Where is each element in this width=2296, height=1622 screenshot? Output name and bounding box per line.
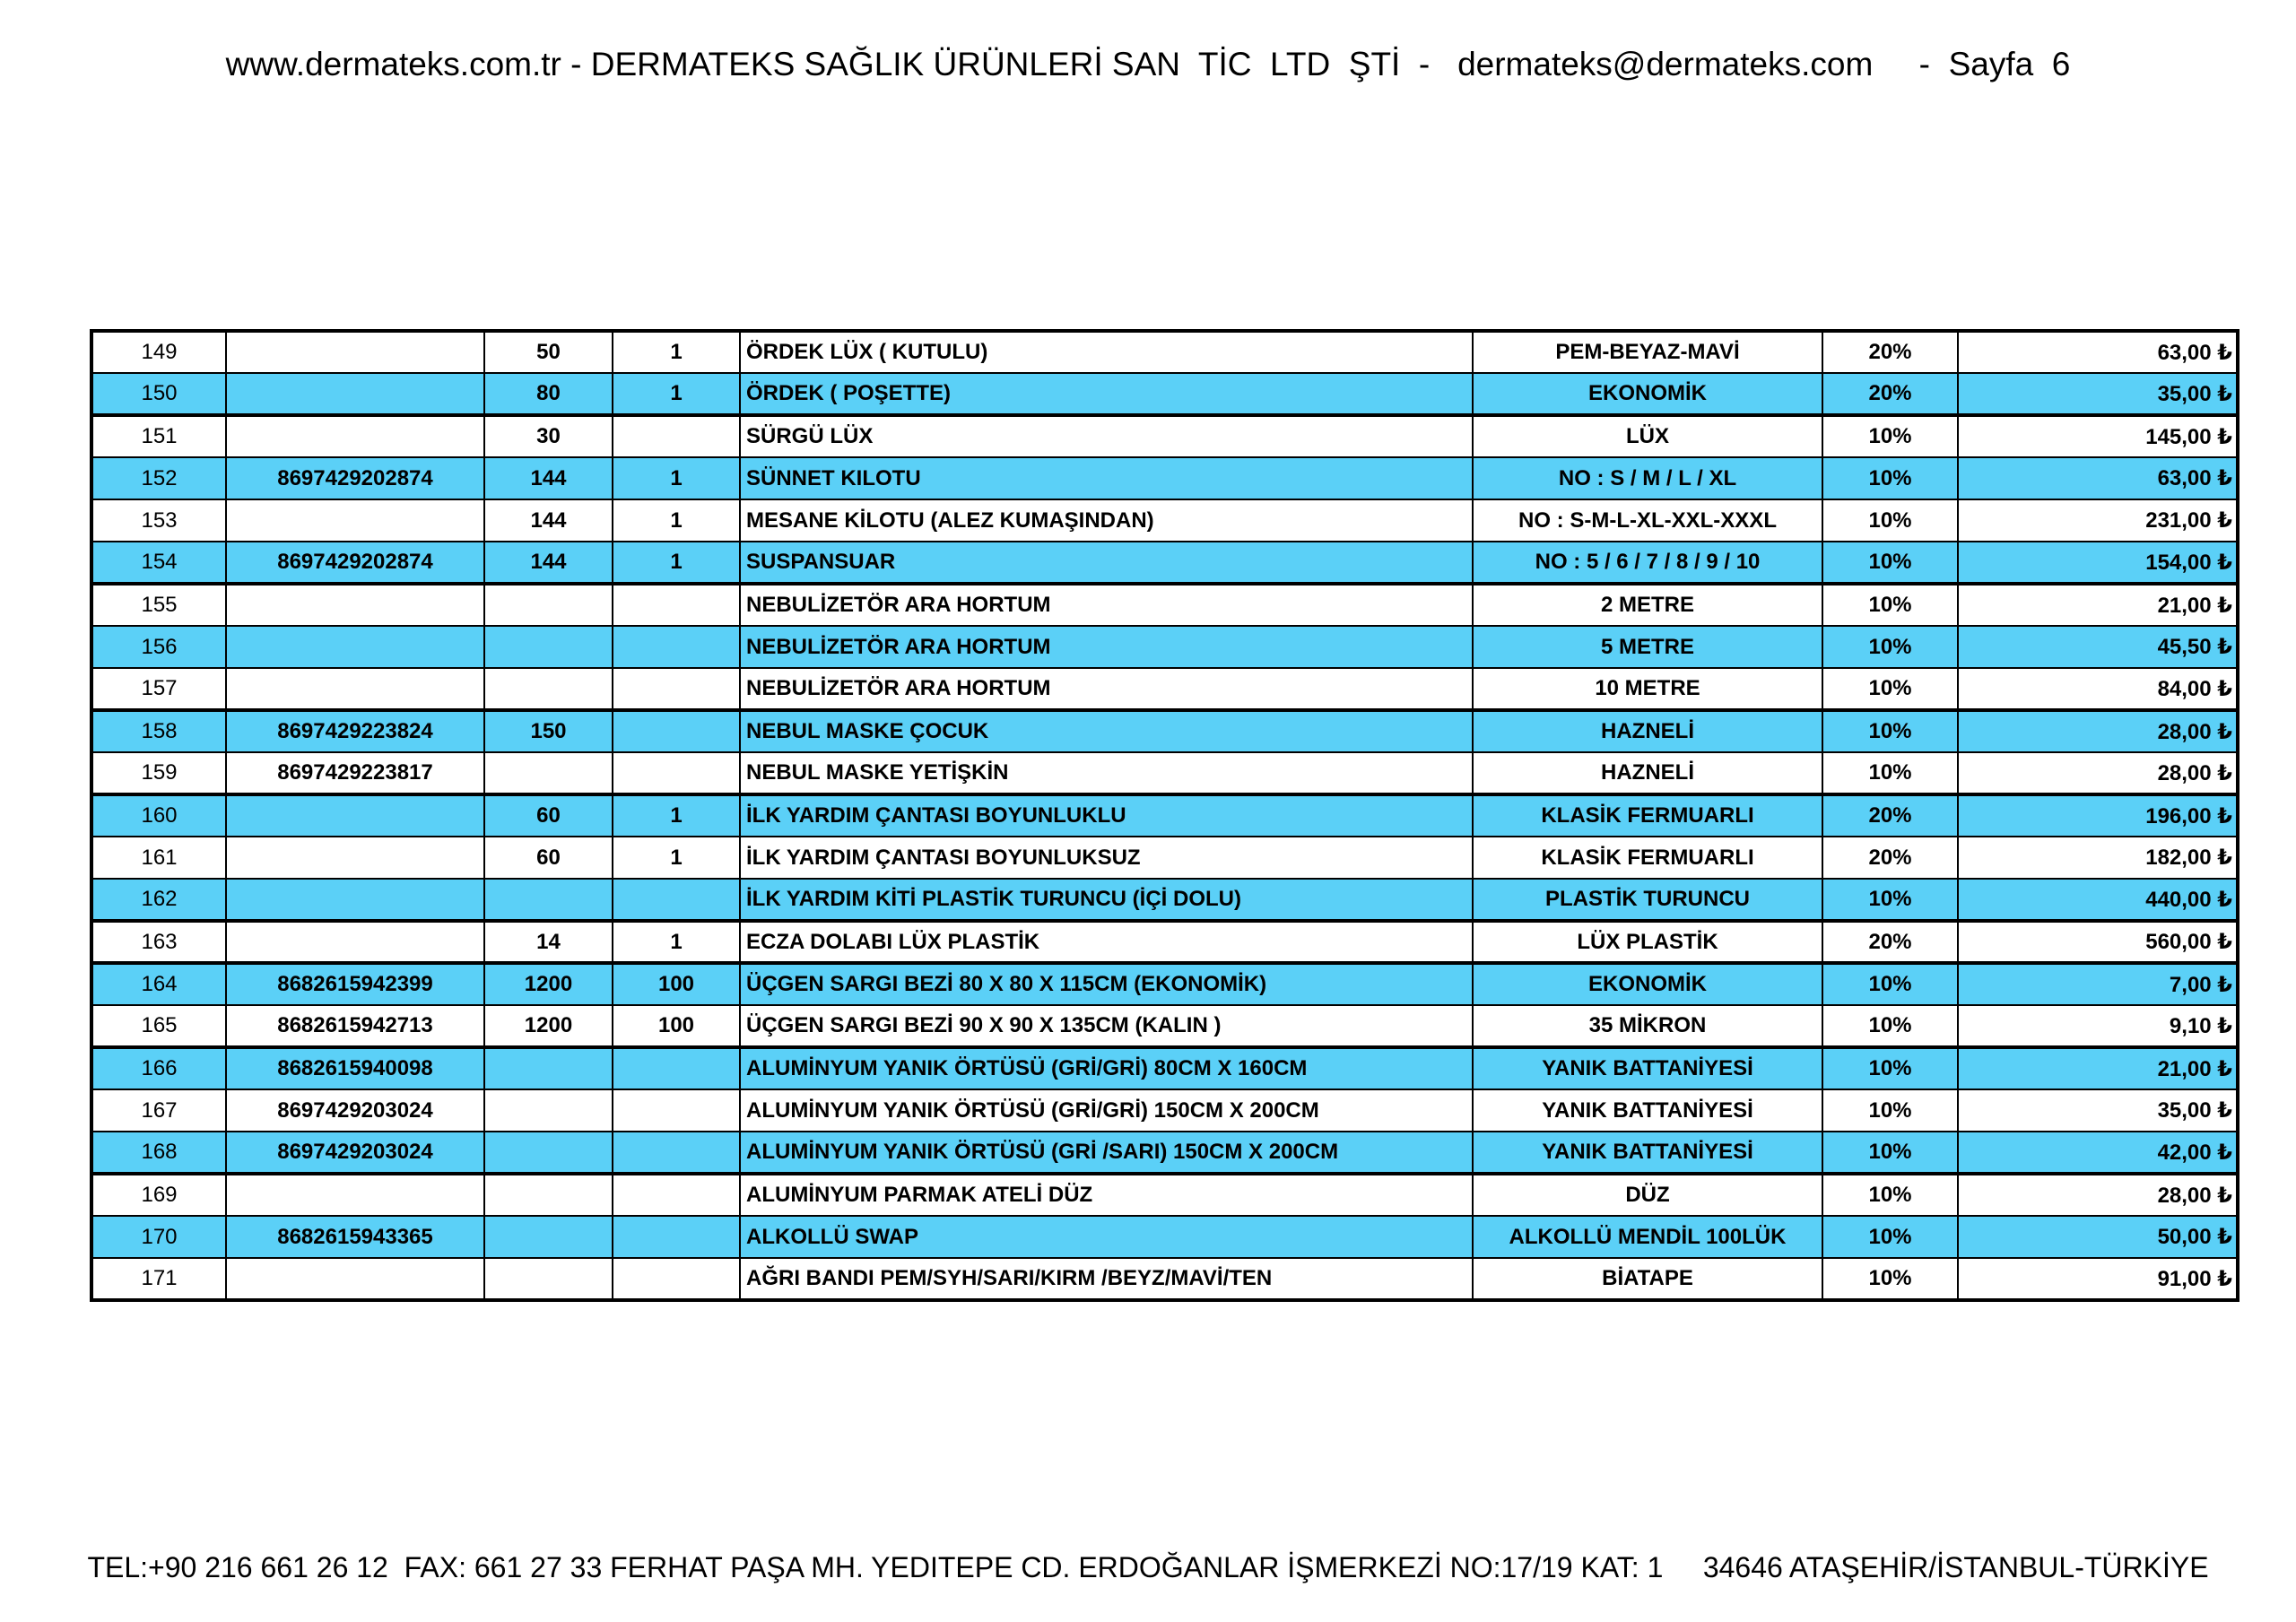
email-link[interactable]: dermateks@dermateks.com: [1457, 46, 1874, 82]
row-number-cell: 169: [91, 1174, 226, 1216]
box-qty-cell: 1200: [484, 963, 613, 1005]
table-row: [91, 626, 2238, 668]
product-name-cell: NEBUL MASKE YETİŞKİN: [740, 752, 1473, 794]
row-number-cell: 154: [91, 542, 226, 584]
product-desc-cell: ALKOLLÜ MENDİL 100LÜK: [1473, 1216, 1822, 1258]
product-desc-cell: KLASİK FERMUARLI: [1473, 794, 1822, 837]
table-row: [91, 921, 2238, 963]
row-number-cell: 168: [91, 1132, 226, 1174]
price-cell: 50,00 ₺: [1958, 1216, 2238, 1258]
box-qty-cell: 60: [484, 837, 613, 879]
pack-qty-cell: [613, 1258, 740, 1300]
price-cell: 91,00 ₺: [1958, 1258, 2238, 1300]
barcode-cell: [226, 794, 484, 837]
header-separator: -: [1873, 46, 1949, 82]
pack-qty-cell: [613, 1089, 740, 1132]
table-row: [91, 710, 2238, 752]
product-desc-cell: PLASTİK TURUNCU: [1473, 879, 1822, 921]
vat-cell: 10%: [1822, 752, 1958, 794]
barcode-cell: 8682615943365: [226, 1216, 484, 1258]
pack-qty-cell: [613, 626, 740, 668]
product-name-cell: SÜRGÜ LÜX: [740, 415, 1473, 457]
box-qty-cell: 50: [484, 331, 613, 373]
product-desc-cell: BİATAPE: [1473, 1258, 1822, 1300]
box-qty-cell: [484, 1174, 613, 1216]
product-name-cell: ALUMİNYUM YANIK ÖRTÜSÜ (GRİ /SARI) 150CM X 200CM: [740, 1132, 1473, 1174]
vat-cell: 10%: [1822, 626, 1958, 668]
product-name-cell: ÜÇGEN SARGI BEZİ 80 X 80 X 115CM (EKONOMİK): [740, 963, 1473, 1005]
pack-qty-cell: 100: [613, 1005, 740, 1047]
product-desc-cell: PEM-BEYAZ-MAVİ: [1473, 331, 1822, 373]
box-qty-cell: 144: [484, 499, 613, 542]
barcode-cell: [226, 1258, 484, 1300]
price-list-table: [90, 329, 2239, 1302]
vat-cell: 20%: [1822, 837, 1958, 879]
product-desc-cell: KLASİK FERMUARLI: [1473, 837, 1822, 879]
row-number-cell: 161: [91, 837, 226, 879]
row-number-cell: 158: [91, 710, 226, 752]
row-number-cell: 165: [91, 1005, 226, 1047]
vat-cell: 10%: [1822, 710, 1958, 752]
box-qty-cell: 14: [484, 921, 613, 963]
page-footer: [0, 1547, 2296, 1588]
product-desc-cell: YANIK BATTANİYESİ: [1473, 1132, 1822, 1174]
row-number-cell: 164: [91, 963, 226, 1005]
vat-cell: 20%: [1822, 373, 1958, 415]
box-qty-cell: 144: [484, 542, 613, 584]
price-cell: 7,00 ₺: [1958, 963, 2238, 1005]
barcode-cell: 8682615942713: [226, 1005, 484, 1047]
barcode-cell: 8697429223824: [226, 710, 484, 752]
product-name-cell: SÜNNET KILOTU: [740, 457, 1473, 499]
vat-cell: 10%: [1822, 542, 1958, 584]
price-list-body: [91, 331, 2238, 1300]
pack-qty-cell: [613, 1216, 740, 1258]
price-cell: 84,00 ₺: [1958, 668, 2238, 710]
pack-qty-cell: [613, 752, 740, 794]
table-row: [91, 331, 2238, 373]
barcode-cell: [226, 415, 484, 457]
table-row: [91, 499, 2238, 542]
product-name-cell: İLK YARDIM ÇANTASI BOYUNLUKSUZ: [740, 837, 1473, 879]
product-desc-cell: YANIK BATTANİYESİ: [1473, 1047, 1822, 1089]
table-row: [91, 963, 2238, 1005]
product-name-cell: İLK YARDIM ÇANTASI BOYUNLUKLU: [740, 794, 1473, 837]
pack-qty-cell: 1: [613, 837, 740, 879]
row-number-cell: 167: [91, 1089, 226, 1132]
row-number-cell: 157: [91, 668, 226, 710]
barcode-cell: [226, 879, 484, 921]
box-qty-cell: 150: [484, 710, 613, 752]
barcode-cell: [226, 584, 484, 626]
box-qty-cell: [484, 626, 613, 668]
company-name: DERMATEKS SAĞLIK ÜRÜNLERİ SAN TİC LTD ŞTİ: [590, 46, 1401, 82]
pack-qty-cell: 1: [613, 794, 740, 837]
product-desc-cell: 2 METRE: [1473, 584, 1822, 626]
header-separator: -: [1400, 46, 1458, 82]
vat-cell: 10%: [1822, 1089, 1958, 1132]
product-name-cell: NEBULİZETÖR ARA HORTUM: [740, 626, 1473, 668]
price-cell: 231,00 ₺: [1958, 499, 2238, 542]
pack-qty-cell: [613, 1174, 740, 1216]
vat-cell: 20%: [1822, 331, 1958, 373]
pack-qty-cell: 1: [613, 499, 740, 542]
pack-qty-cell: 1: [613, 373, 740, 415]
price-cell: 63,00 ₺: [1958, 331, 2238, 373]
row-number-cell: 156: [91, 626, 226, 668]
box-qty-cell: [484, 1258, 613, 1300]
row-number-cell: 160: [91, 794, 226, 837]
box-qty-cell: 80: [484, 373, 613, 415]
vat-cell: 20%: [1822, 921, 1958, 963]
box-qty-cell: [484, 879, 613, 921]
pack-qty-cell: 1: [613, 542, 740, 584]
table-row: [91, 1216, 2238, 1258]
product-name-cell: ALUMİNYUM PARMAK ATELİ DÜZ: [740, 1174, 1473, 1216]
pack-qty-cell: [613, 879, 740, 921]
barcode-cell: 8697429202874: [226, 542, 484, 584]
barcode-cell: [226, 331, 484, 373]
product-name-cell: İLK YARDIM KİTİ PLASTİK TURUNCU (İÇİ DOLU): [740, 879, 1473, 921]
barcode-cell: 8697429203024: [226, 1089, 484, 1132]
product-desc-cell: EKONOMİK: [1473, 373, 1822, 415]
product-name-cell: AĞRI BANDI PEM/SYH/SARI/KIRM /BEYZ/MAVİ/TEN: [740, 1258, 1473, 1300]
product-desc-cell: 35 MİKRON: [1473, 1005, 1822, 1047]
product-desc-cell: DÜZ: [1473, 1174, 1822, 1216]
vat-cell: 10%: [1822, 1258, 1958, 1300]
table-row: [91, 752, 2238, 794]
table-row: [91, 837, 2238, 879]
vat-cell: 10%: [1822, 1174, 1958, 1216]
product-desc-cell: 10 METRE: [1473, 668, 1822, 710]
header-separator: -: [561, 46, 591, 82]
table-row: [91, 457, 2238, 499]
product-name-cell: ÖRDEK LÜX ( KUTULU): [740, 331, 1473, 373]
row-number-cell: 153: [91, 499, 226, 542]
product-name-cell: SUSPANSUAR: [740, 542, 1473, 584]
vat-cell: 20%: [1822, 794, 1958, 837]
table-row: [91, 1174, 2238, 1216]
product-name-cell: ALUMİNYUM YANIK ÖRTÜSÜ (GRİ/GRİ) 80CM X 160CM: [740, 1047, 1473, 1089]
row-number-cell: 151: [91, 415, 226, 457]
barcode-cell: 8697429203024: [226, 1132, 484, 1174]
barcode-cell: 8697429223817: [226, 752, 484, 794]
product-name-cell: NEBULİZETÖR ARA HORTUM: [740, 584, 1473, 626]
price-cell: 182,00 ₺: [1958, 837, 2238, 879]
pack-qty-cell: 100: [613, 963, 740, 1005]
vat-cell: 10%: [1822, 668, 1958, 710]
barcode-cell: 8682615942399: [226, 963, 484, 1005]
row-number-cell: 171: [91, 1258, 226, 1300]
box-qty-cell: [484, 1047, 613, 1089]
product-desc-cell: LÜX: [1473, 415, 1822, 457]
product-desc-cell: LÜX PLASTİK: [1473, 921, 1822, 963]
barcode-cell: [226, 373, 484, 415]
pack-qty-cell: [613, 584, 740, 626]
table-row: [91, 584, 2238, 626]
table-row: [91, 1089, 2238, 1132]
product-desc-cell: EKONOMİK: [1473, 963, 1822, 1005]
pack-qty-cell: 1: [613, 921, 740, 963]
table-row: [91, 415, 2238, 457]
row-number-cell: 170: [91, 1216, 226, 1258]
pack-qty-cell: [613, 415, 740, 457]
box-qty-cell: [484, 1089, 613, 1132]
pack-qty-cell: [613, 668, 740, 710]
row-number-cell: 163: [91, 921, 226, 963]
product-name-cell: ALKOLLÜ SWAP: [740, 1216, 1473, 1258]
box-qty-cell: [484, 668, 613, 710]
footer-contact: TEL:+90 216 661 26 12 FAX: 661 27 33 FERHAT PAŞA MH. YEDITEPE CD. ERDOĞANLAR İŞMERKEZİ NO:17/19 KAT: 1 34646 ATAŞEHİR/İSTANBUL-TÜRKİYE: [87, 1550, 2209, 1583]
product-name-cell: NEBULİZETÖR ARA HORTUM: [740, 668, 1473, 710]
barcode-cell: [226, 921, 484, 963]
price-cell: 145,00 ₺: [1958, 415, 2238, 457]
vat-cell: 10%: [1822, 1047, 1958, 1089]
product-desc-cell: HAZNELİ: [1473, 710, 1822, 752]
vat-cell: 10%: [1822, 499, 1958, 542]
row-number-cell: 149: [91, 331, 226, 373]
price-cell: 28,00 ₺: [1958, 710, 2238, 752]
barcode-cell: [226, 1174, 484, 1216]
page-number: Sayfa 6: [1948, 46, 2071, 82]
row-number-cell: 152: [91, 457, 226, 499]
box-qty-cell: [484, 752, 613, 794]
product-name-cell: ÖRDEK ( POŞETTE): [740, 373, 1473, 415]
pack-qty-cell: [613, 1047, 740, 1089]
price-cell: 21,00 ₺: [1958, 584, 2238, 626]
table-row: [91, 1132, 2238, 1174]
price-cell: 154,00 ₺: [1958, 542, 2238, 584]
price-cell: 63,00 ₺: [1958, 457, 2238, 499]
row-number-cell: 155: [91, 584, 226, 626]
table-row: [91, 794, 2238, 837]
table-row: [91, 1258, 2238, 1300]
product-name-cell: ECZA DOLABI LÜX PLASTİK: [740, 921, 1473, 963]
box-qty-cell: 1200: [484, 1005, 613, 1047]
table-row: [91, 1005, 2238, 1047]
vat-cell: 10%: [1822, 415, 1958, 457]
box-qty-cell: [484, 584, 613, 626]
product-desc-cell: YANIK BATTANİYESİ: [1473, 1089, 1822, 1132]
table-row: [91, 1047, 2238, 1089]
vat-cell: 10%: [1822, 584, 1958, 626]
row-number-cell: 159: [91, 752, 226, 794]
product-name-cell: NEBUL MASKE ÇOCUK: [740, 710, 1473, 752]
table-row: [91, 668, 2238, 710]
barcode-cell: 8697429202874: [226, 457, 484, 499]
box-qty-cell: 60: [484, 794, 613, 837]
price-cell: 35,00 ₺: [1958, 1089, 2238, 1132]
product-desc-cell: NO : S-M-L-XL-XXL-XXXL: [1473, 499, 1822, 542]
vat-cell: 10%: [1822, 457, 1958, 499]
pack-qty-cell: [613, 710, 740, 752]
table-row: [91, 879, 2238, 921]
price-cell: 28,00 ₺: [1958, 752, 2238, 794]
box-qty-cell: [484, 1132, 613, 1174]
product-desc-cell: 5 METRE: [1473, 626, 1822, 668]
pack-qty-cell: [613, 1132, 740, 1174]
product-name-cell: MESANE KİLOTU (ALEZ KUMAŞINDAN): [740, 499, 1473, 542]
pack-qty-cell: 1: [613, 331, 740, 373]
price-cell: 9,10 ₺: [1958, 1005, 2238, 1047]
price-cell: 440,00 ₺: [1958, 879, 2238, 921]
barcode-cell: [226, 668, 484, 710]
vat-cell: 10%: [1822, 1005, 1958, 1047]
price-cell: 42,00 ₺: [1958, 1132, 2238, 1174]
table-row: [91, 373, 2238, 415]
price-cell: 21,00 ₺: [1958, 1047, 2238, 1089]
box-qty-cell: 144: [484, 457, 613, 499]
product-desc-cell: HAZNELİ: [1473, 752, 1822, 794]
barcode-cell: 8682615940098: [226, 1047, 484, 1089]
price-cell: 560,00 ₺: [1958, 921, 2238, 963]
barcode-cell: [226, 499, 484, 542]
price-cell: 35,00 ₺: [1958, 373, 2238, 415]
barcode-cell: [226, 626, 484, 668]
box-qty-cell: 30: [484, 415, 613, 457]
row-number-cell: 162: [91, 879, 226, 921]
vat-cell: 10%: [1822, 963, 1958, 1005]
page-header: [0, 41, 2296, 88]
vat-cell: 10%: [1822, 879, 1958, 921]
product-name-cell: ALUMİNYUM YANIK ÖRTÜSÜ (GRİ/GRİ) 150CM X 200CM: [740, 1089, 1473, 1132]
table-row: [91, 542, 2238, 584]
product-desc-cell: NO : S / M / L / XL: [1473, 457, 1822, 499]
price-cell: 45,50 ₺: [1958, 626, 2238, 668]
vat-cell: 10%: [1822, 1216, 1958, 1258]
pack-qty-cell: 1: [613, 457, 740, 499]
price-cell: 28,00 ₺: [1958, 1174, 2238, 1216]
box-qty-cell: [484, 1216, 613, 1258]
website-link[interactable]: www.dermateks.com.tr: [225, 46, 561, 82]
price-cell: 196,00 ₺: [1958, 794, 2238, 837]
vat-cell: 10%: [1822, 1132, 1958, 1174]
barcode-cell: [226, 837, 484, 879]
product-desc-cell: NO : 5 / 6 / 7 / 8 / 9 / 10: [1473, 542, 1822, 584]
product-name-cell: ÜÇGEN SARGI BEZİ 90 X 90 X 135CM (KALIN ): [740, 1005, 1473, 1047]
row-number-cell: 150: [91, 373, 226, 415]
row-number-cell: 166: [91, 1047, 226, 1089]
